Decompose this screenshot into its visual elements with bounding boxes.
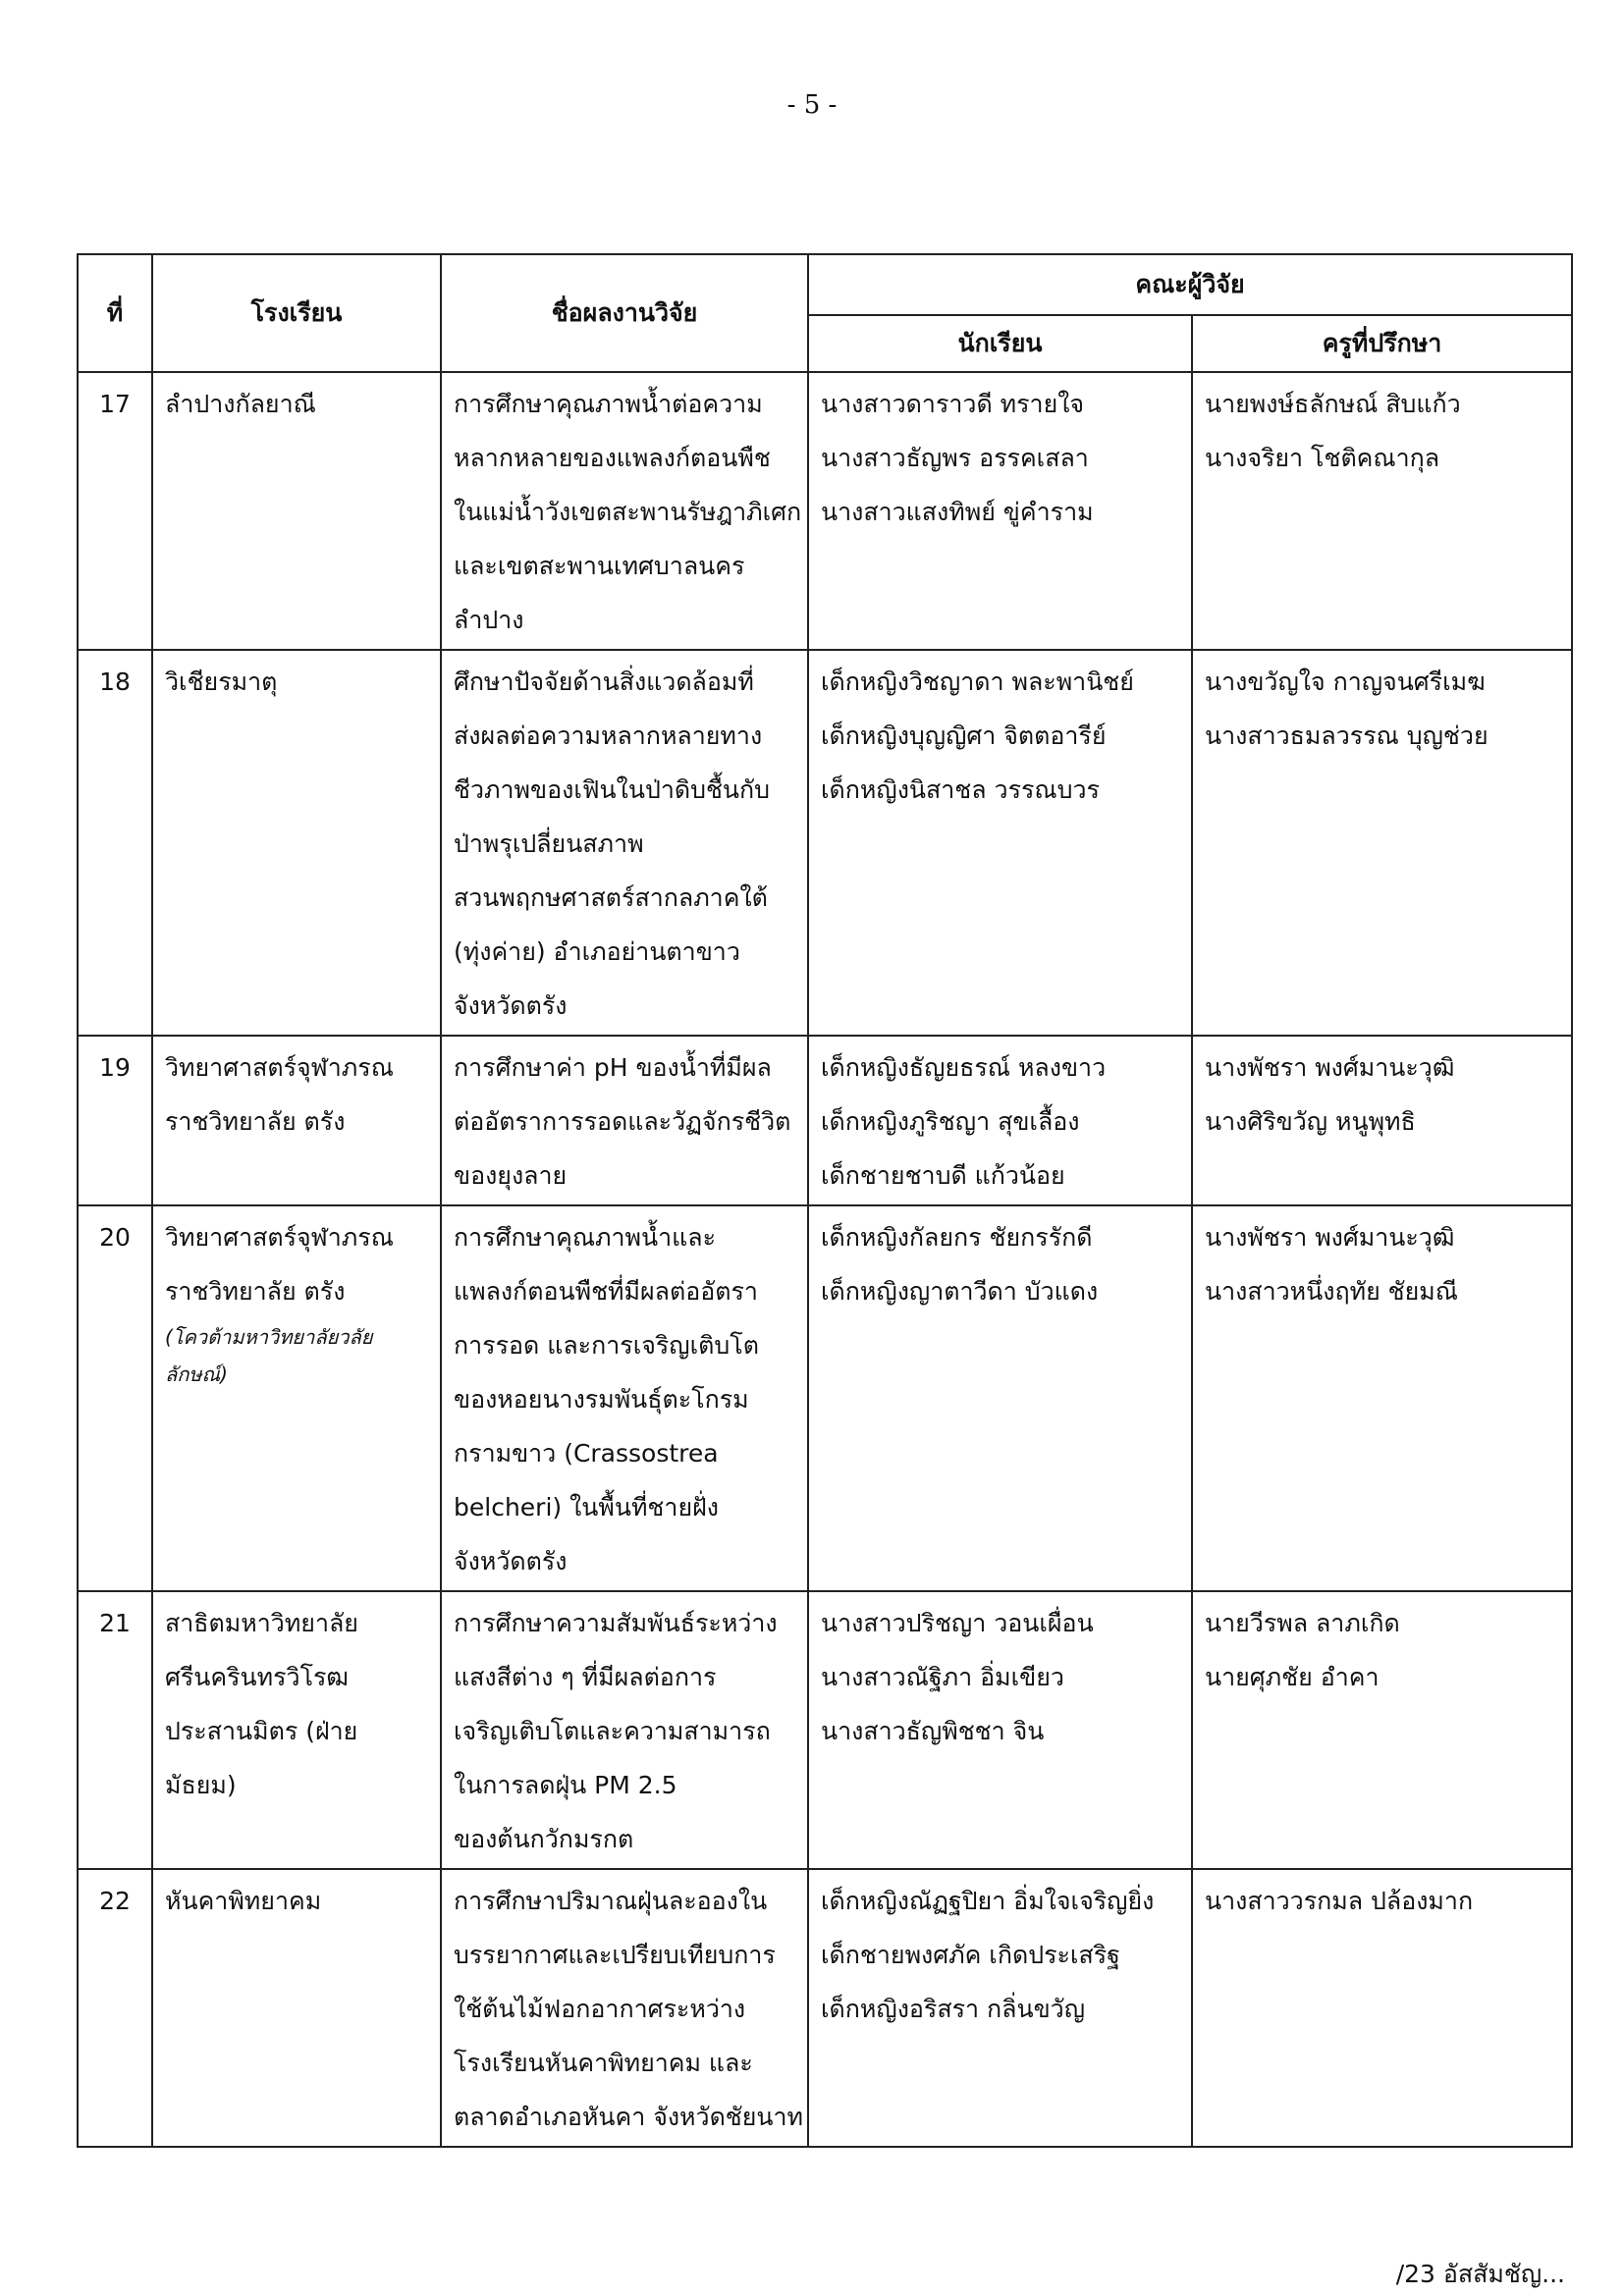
research-title-line: ลำปาง: [454, 606, 524, 634]
student-name: นางสาวปริชญา วอนเผื่อน: [821, 1609, 1094, 1637]
student-name: เด็กชายชาบดี แก้วน้อย: [821, 1161, 1065, 1190]
research-title-line: การรอด และการเจริญเติบโต: [454, 1331, 759, 1360]
row-number: 21: [78, 1591, 152, 1869]
research-title-line: belcheri) ในพื้นที่ชายฝั่ง: [454, 1493, 719, 1522]
advisor-name: นางจริยา โชติคณากุล: [1205, 444, 1440, 472]
advisors-cell: [1192, 372, 1572, 650]
students-cell: [808, 650, 1192, 1036]
students-cell: [808, 1591, 1192, 1869]
advisors-cell: [1192, 650, 1572, 1036]
page-number: - 5 -: [786, 90, 838, 120]
research-title-line: ป่าพรุเปลี่ยนสภาพ: [454, 829, 644, 858]
research-title-line: ตลาดอำเภอหันคา จังหวัดชัยนาท: [454, 2103, 804, 2131]
advisors-cell: [1192, 1205, 1572, 1591]
research-title-line: ส่งผลต่อความหลากหลายทาง: [454, 721, 763, 750]
table-row: [78, 372, 1572, 650]
school-line: หันคาพิทยาคม: [165, 1887, 322, 1915]
advisor-name: นางพัชรา พงศ์มานะวุฒิ: [1205, 1053, 1455, 1082]
research-title-line: การศึกษาความสัมพันธ์ระหว่าง: [454, 1609, 778, 1637]
advisor-name: นางขวัญใจ กาญจนศรีเมฆ: [1205, 667, 1486, 696]
research-title-cell: [441, 650, 808, 1036]
advisors-cell: [1192, 1036, 1572, 1205]
school-cell: [152, 1036, 441, 1205]
school-cell: [152, 372, 441, 650]
advisor-name: นางสาวธมลวรรณ บุญช่วย: [1205, 721, 1489, 750]
research-title-line: และเขตสะพานเทศบาลนคร: [454, 552, 745, 580]
research-title-cell: [441, 372, 808, 650]
research-title-line: (ทุ่งค่าย) อำเภอย่านตาขาว: [454, 937, 740, 966]
research-title-cell: [441, 1036, 808, 1205]
header-team: คณะผู้วิจัย: [808, 254, 1572, 315]
row-number: 22: [78, 1869, 152, 2147]
school-line: วิทยาศาสตร์จุฬาภรณ: [165, 1053, 394, 1082]
student-name: เด็กหญิงญาตาวีดา บัวแดง: [821, 1277, 1099, 1306]
table-row: [78, 1591, 1572, 1869]
table-row: [78, 1036, 1572, 1205]
research-title-cell: [441, 1591, 808, 1869]
school-line: ลำปางกัลยาณี: [165, 390, 316, 418]
student-name: นางสาวธัญพร อรรคเสลา: [821, 444, 1089, 472]
student-name: เด็กหญิงกัลยกร ชัยกรรักดี: [821, 1223, 1093, 1252]
advisor-name: นางพัชรา พงศ์มานะวุฒิ: [1205, 1223, 1455, 1252]
research-title-line: การศึกษาปริมาณฝุ่นละอองใน: [454, 1887, 768, 1915]
school-line: ราชวิทยาลัย ตรัง: [165, 1107, 346, 1136]
student-name: นางสาวแสงทิพย์ ขู่คำราม: [821, 498, 1094, 526]
student-name: นางสาวดาราวดี ทรายใจ: [821, 390, 1085, 418]
research-title-line: บรรยากาศและเปรียบเทียบการ: [454, 1941, 776, 1969]
research-title-line: การศึกษาคุณภาพน้ำและ: [454, 1223, 717, 1252]
research-title-line: จังหวัดตรัง: [454, 991, 568, 1020]
advisor-name: นางสาววรกมล ปล้องมาก: [1205, 1887, 1474, 1915]
row-number: 20: [78, 1205, 152, 1591]
table-row: [78, 650, 1572, 1036]
research-title-line: ในแม่น้ำวังเขตสะพานรัษฎาภิเศก: [454, 498, 802, 526]
research-title-line: ต่ออัตราการรอดและวัฏจักรชีวิต: [454, 1107, 791, 1136]
row-number: 17: [78, 372, 152, 650]
school-line: ศรีนครินทรวิโรฒ: [165, 1663, 350, 1691]
research-title-line: ชีวภาพของเฟินในป่าดิบชื้นกับ: [454, 775, 771, 804]
research-title-cell: [441, 1205, 808, 1591]
school-line: วิทยาศาสตร์จุฬาภรณ: [165, 1223, 394, 1252]
advisors-cell: [1192, 1869, 1572, 2147]
header-title: ชื่อผลงานวิจัย: [441, 254, 808, 372]
school-cell: [152, 1591, 441, 1869]
school-cell: [152, 650, 441, 1036]
research-title-line: ของต้นกวักมรกต: [454, 1825, 634, 1853]
student-name: เด็กหญิงบุญญิศา จิตตอารีย์: [821, 721, 1107, 750]
school-cell: [152, 1869, 441, 2147]
header-students: นักเรียน: [808, 315, 1192, 372]
research-title-line: ใช้ต้นไม้ฟอกอากาศระหว่าง: [454, 1995, 746, 2023]
research-title-line: ของหอยนางรมพันธุ์ตะโกรม: [454, 1385, 749, 1414]
student-name: เด็กหญิงอริสรา กลิ่นขวัญ: [821, 1995, 1085, 2023]
header-no: ที่: [78, 254, 152, 372]
table-body: [78, 372, 1572, 2147]
school-line: ประสานมิตร (ฝ่าย: [165, 1717, 358, 1745]
research-title-line: เจริญเติบโตและความสามารถ: [454, 1717, 771, 1745]
student-name: เด็กหญิงนิสาชล วรรณบวร: [821, 775, 1100, 804]
footer-note: /23 อัสสัมชัญ...: [1395, 2260, 1565, 2288]
advisor-name: นายพงษ์ธลักษณ์ สิบแก้ว: [1205, 390, 1461, 418]
header-school: โรงเรียน: [152, 254, 441, 372]
students-cell: [808, 372, 1192, 650]
research-title-line: แพลงก์ตอนพืชที่มีผลต่ออัตรา: [454, 1277, 758, 1306]
advisors-cell: [1192, 1591, 1572, 1869]
research-title-line: การศึกษาค่า pH ของน้ำที่มีผล: [454, 1053, 772, 1082]
advisor-name: นางศิริขวัญ หนูพุทธิ: [1205, 1107, 1416, 1136]
advisor-name: นายวีรพล ลาภเกิด: [1205, 1609, 1400, 1637]
research-title-line: จังหวัดตรัง: [454, 1547, 568, 1575]
school-note: ลักษณ์): [165, 1362, 228, 1386]
research-table: [77, 253, 1573, 2148]
research-title-line: ของยุงลาย: [454, 1161, 568, 1190]
advisor-name: นายศุภชัย อำคา: [1205, 1663, 1380, 1691]
advisor-name: นางสาวหนึ่งฤทัย ชัยมณี: [1205, 1277, 1458, 1306]
school-line: วิเชียรมาตุ: [165, 667, 278, 696]
research-title-cell: [441, 1869, 808, 2147]
student-name: เด็กหญิงธัญยธรณ์ หลงขาว: [821, 1053, 1107, 1082]
students-cell: [808, 1205, 1192, 1591]
school-line: มัธยม): [165, 1771, 237, 1799]
table-row: [78, 1869, 1572, 2147]
student-name: นางสาวธัญพิชชา จิน: [821, 1717, 1045, 1745]
research-title-line: โรงเรียนหันคาพิทยาคม และ: [454, 2049, 753, 2077]
research-title-line: การศึกษาคุณภาพน้ำต่อความ: [454, 390, 763, 418]
header-row: [78, 254, 1572, 315]
student-name: นางสาวณัฐิภา อิ่มเขียว: [821, 1663, 1064, 1691]
student-name: เด็กชายพงศภัค เกิดประเสริฐ: [821, 1941, 1120, 1969]
row-number: 19: [78, 1036, 152, 1205]
school-line: ราชวิทยาลัย ตรัง: [165, 1277, 346, 1306]
research-title-line: แสงสีต่าง ๆ ที่มีผลต่อการ: [454, 1663, 717, 1691]
student-name: เด็กหญิงวิชญาดา พละพานิชย์: [821, 667, 1134, 696]
research-title-line: หลากหลายของแพลงก์ตอนพืช: [454, 444, 771, 472]
research-title-line: ในการลดฝุ่น PM 2.5: [454, 1771, 677, 1799]
header-advisors: ครูที่ปรึกษา: [1192, 315, 1572, 372]
research-title-line: สวนพฤกษศาสตร์สากลภาคใต้: [454, 883, 768, 912]
school-note: (โควต้ามหาวิทยาลัยวลัย: [165, 1325, 373, 1349]
research-title-line: ศึกษาปัจจัยด้านสิ่งแวดล้อมที่: [454, 667, 754, 696]
school-cell: [152, 1205, 441, 1591]
research-title-line: กรามขาว (Crassostrea: [454, 1439, 719, 1468]
students-cell: [808, 1869, 1192, 2147]
table-row: [78, 1205, 1572, 1591]
students-cell: [808, 1036, 1192, 1205]
student-name: เด็กหญิงณัฏฐปิยา อิ่มใจเจริญยิ่ง: [821, 1887, 1155, 1915]
school-line: สาธิตมหาวิทยาลัย: [165, 1609, 358, 1637]
student-name: เด็กหญิงภูริชญา สุขเลื้อง: [821, 1107, 1080, 1136]
row-number: 18: [78, 650, 152, 1036]
